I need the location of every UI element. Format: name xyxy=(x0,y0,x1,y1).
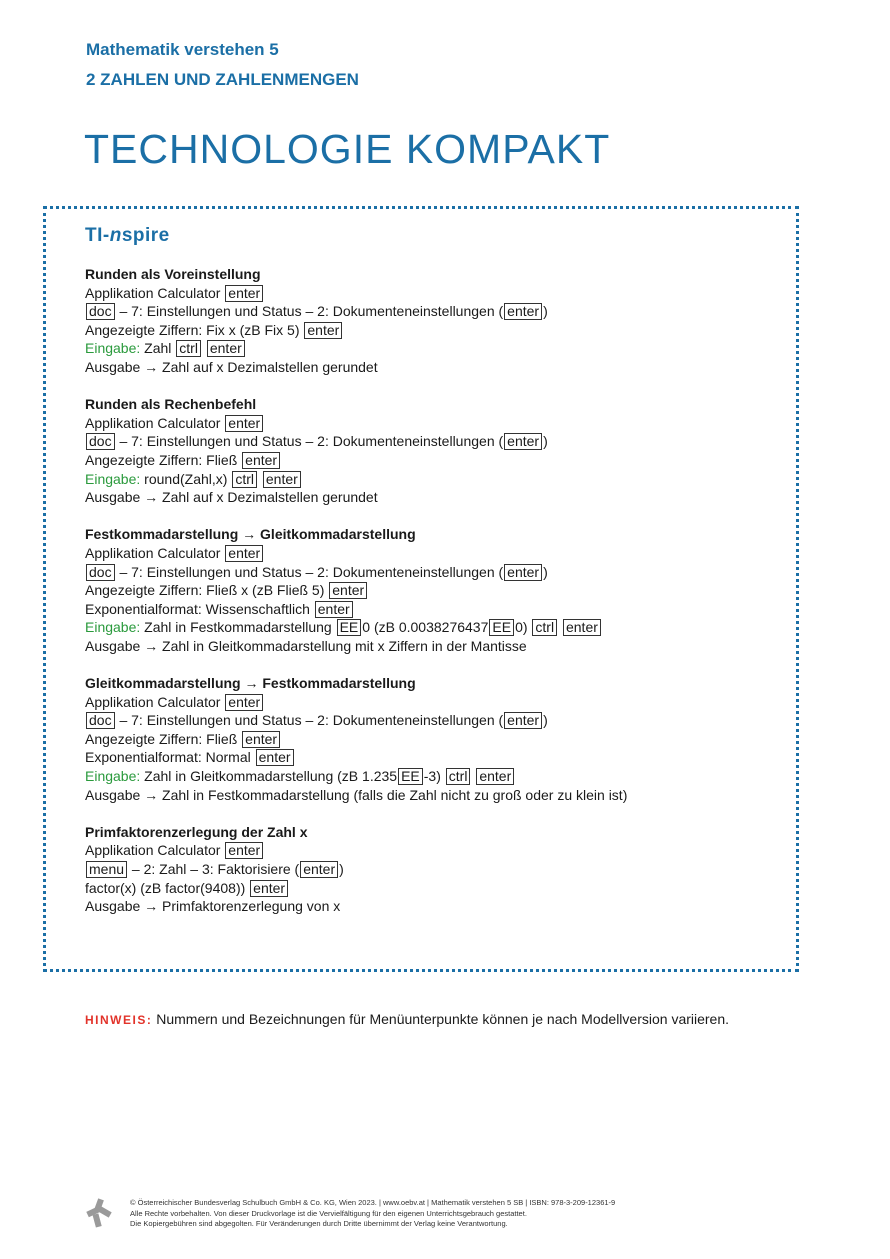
tool-name: TI-nspire xyxy=(85,225,170,246)
enter-key: enter xyxy=(315,601,353,618)
enter-key: enter xyxy=(256,749,294,766)
instruction-line: Ausgabe → Zahl auf x Dezimalstellen gerundet xyxy=(85,489,378,506)
section-heading: Primfaktorenzerlegung der Zahl x xyxy=(85,823,308,840)
instruction-line: Eingabe: Zahl in Festkommadarstellung EE 0 (zB 0.0038276437 EE 0) ctrl enter xyxy=(85,618,627,637)
enter-key: enter xyxy=(329,582,367,599)
hint-label: HINWEIS: xyxy=(85,1013,153,1027)
enter-key: enter xyxy=(242,731,280,748)
instruction-line: Angezeigte Ziffern: Fix x (zB Fix 5) enter xyxy=(85,321,627,340)
enter-key: enter xyxy=(225,545,263,562)
section-rounding-preset xyxy=(85,265,627,377)
section-heading: Runden als Rechenbefehl xyxy=(85,396,257,413)
ee-key: EE xyxy=(398,768,423,785)
section-float-to-fixed xyxy=(85,674,627,804)
copyright-footer xyxy=(130,1198,615,1230)
doc-key: doc xyxy=(86,564,115,581)
enter-key: enter xyxy=(225,842,263,859)
instruction-line: Applikation Calculator enter xyxy=(85,284,627,303)
enter-key: enter xyxy=(504,303,542,320)
chapter-title: 2 ZAHLEN UND ZAHLENMENGEN xyxy=(86,70,359,89)
doc-key: doc xyxy=(86,433,115,450)
doc-key: doc xyxy=(86,303,115,320)
instruction-line: Eingabe: Zahl in Gleitkommadarstellung (zB 1.235 EE -3) ctrl enter xyxy=(85,767,627,786)
section-heading: Runden als Voreinstellung xyxy=(85,266,261,282)
enter-key: enter xyxy=(563,619,601,636)
instruction-line: Ausgabe → Zahl in Festkommadarstellung (falls die Zahl nicht zu groß oder zu klein ist) xyxy=(85,786,628,803)
ee-key: EE xyxy=(489,619,514,636)
instruction-line: Eingabe: round(Zahl,x) ctrl enter xyxy=(85,470,627,489)
ctrl-key: ctrl xyxy=(532,619,557,636)
enter-key: enter xyxy=(225,694,263,711)
enter-key: enter xyxy=(476,768,514,785)
enter-key: enter xyxy=(304,322,342,339)
instruction-line: Applikation Calculator enter xyxy=(85,693,627,712)
publisher-logo-icon xyxy=(84,1197,114,1229)
section-heading: Gleitkommadarstellung → Festkommadarstellung xyxy=(85,675,416,692)
book-title: Mathematik verstehen 5 xyxy=(86,40,279,59)
instruction-line: Exponentialformat: Normal enter xyxy=(85,748,627,767)
instruction-line: Applikation Calculator enter xyxy=(85,414,627,433)
enter-key: enter xyxy=(504,564,542,581)
instruction-line: factor(x) (zB factor(9408)) enter xyxy=(85,879,627,898)
footer-line: Alle Rechte vorbehalten. Von dieser Druckvorlage ist die Vervielfältigung für den eigenen Unterrichtsgebrauch gestattet. xyxy=(130,1208,527,1218)
menu-key: menu xyxy=(86,861,127,878)
enter-key: enter xyxy=(250,880,288,897)
instruction-line: doc – 7: Einstellungen und Status – 2: Dokumenteneinstellungen ( enter ) xyxy=(85,432,627,451)
instruction-line: Angezeigte Ziffern: Fließ enter xyxy=(85,451,627,470)
instruction-line: Applikation Calculator enter xyxy=(85,841,627,860)
instruction-line: Angezeigte Ziffern: Fließ enter xyxy=(85,730,627,749)
instruction-line: doc – 7: Einstellungen und Status – 2: Dokumenteneinstellungen ( enter ) xyxy=(85,563,627,582)
enter-key: enter xyxy=(242,452,280,469)
instruction-line: Ausgabe → Zahl auf x Dezimalstellen gerundet xyxy=(85,358,378,375)
enter-key: enter xyxy=(225,415,263,432)
section-rounding-command xyxy=(85,395,627,507)
page-title: TECHNOLOGIE KOMPAKT xyxy=(84,126,611,172)
footer-line: © Österreichischer Bundesverlag Schulbuch GmbH & Co. KG, Wien 2023. | www.oebv.at | Mathematik verstehen 5 SB | ISBN: 978-3-209-12361-9 xyxy=(130,1198,616,1207)
instruction-line: Exponentialformat: Wissenschaftlich enter xyxy=(85,600,627,619)
ctrl-key: ctrl xyxy=(232,471,257,488)
instruction-line: Angezeigte Ziffern: Fließ x (zB Fließ 5) enter xyxy=(85,581,627,600)
instructions xyxy=(85,265,627,934)
hint-note xyxy=(85,1011,729,1027)
doc-key: doc xyxy=(86,712,115,729)
enter-key: enter xyxy=(504,433,542,450)
hint-text: Nummern und Bezeichnungen für Menüunterpunkte können je nach Modellversion variieren. xyxy=(152,1011,730,1027)
enter-key: enter xyxy=(300,861,338,878)
ctrl-key: ctrl xyxy=(176,340,201,357)
instruction-line: menu – 2: Zahl – 3: Faktorisiere ( enter ) xyxy=(85,860,627,879)
ctrl-key: ctrl xyxy=(446,768,471,785)
ee-key: EE xyxy=(337,619,362,636)
instruction-line: doc – 7: Einstellungen und Status – 2: Dokumenteneinstellungen ( enter ) xyxy=(85,711,627,730)
instruction-line: Ausgabe → Primfaktorenzerlegung von x xyxy=(85,898,341,915)
enter-key: enter xyxy=(225,285,263,302)
instruction-line: Ausgabe → Zahl in Gleitkommadarstellung mit x Ziffern in der Mantisse xyxy=(85,637,527,654)
instruction-line: Eingabe: Zahl ctrl enter xyxy=(85,339,627,358)
instruction-line: doc – 7: Einstellungen und Status – 2: Dokumenteneinstellungen ( enter ) xyxy=(85,302,627,321)
section-heading: Festkommadarstellung → Gleitkommadarstellung xyxy=(85,526,416,543)
enter-key: enter xyxy=(504,712,542,729)
enter-key: enter xyxy=(207,340,245,357)
section-prime-factorization xyxy=(85,823,627,916)
instruction-line: Applikation Calculator enter xyxy=(85,544,627,563)
enter-key: enter xyxy=(263,471,301,488)
section-fixed-to-float xyxy=(85,525,627,655)
footer-line: Die Kopiergebühren sind abgegolten. Für Veränderungen durch Dritte übernimmt der Verlag keine Verantwortung. xyxy=(130,1219,508,1228)
